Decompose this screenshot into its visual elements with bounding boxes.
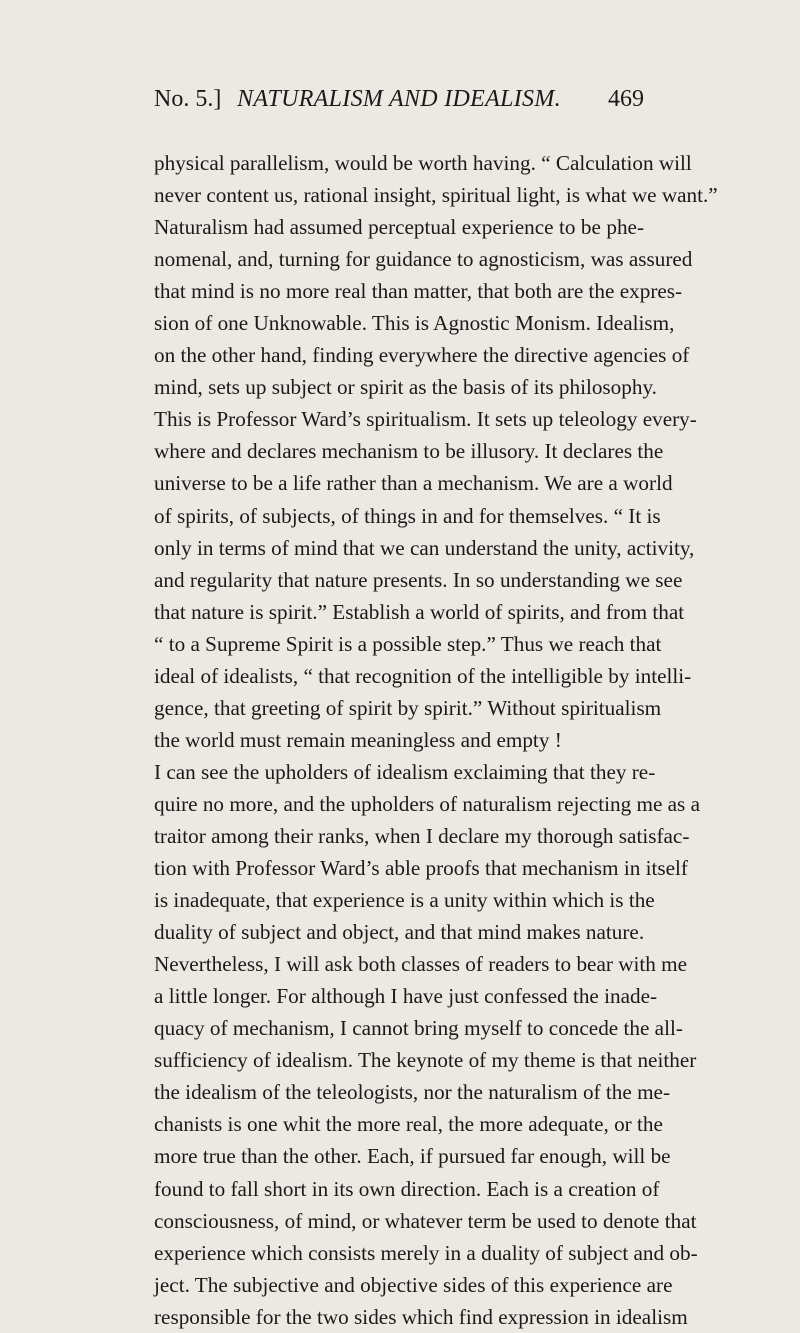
issue-number: No. 5.] bbox=[154, 86, 222, 112]
text-line: on the other hand, finding everywhere the directive agencies of bbox=[154, 343, 690, 368]
body-text bbox=[154, 147, 718, 1333]
text-line: “ to a Supreme Spirit is a possible step.” Thus we reach that bbox=[154, 631, 662, 656]
text-line: where and declares mechanism to be illusory. It declares the bbox=[154, 439, 664, 464]
running-title: NATURALISM AND IDEALISM. bbox=[237, 86, 561, 112]
text-line: of spirits, of subjects, of things in and for themselves. “ It is bbox=[154, 503, 661, 528]
text-line: experience which consists merely in a duality of subject and ob- bbox=[154, 1240, 698, 1265]
text-line: is inadequate, that experience is a unity within which is the bbox=[154, 888, 655, 913]
text-line: universe to be a life rather than a mechanism. We are a world bbox=[154, 471, 673, 496]
text-line: never content us, rational insight, spiritual light, is what we want.” bbox=[154, 183, 718, 208]
text-line: quacy of mechanism, I cannot bring myself to concede the all- bbox=[154, 1016, 683, 1041]
text-line: the idealism of the teleologists, nor the naturalism of the me- bbox=[154, 1080, 671, 1105]
text-line: gence, that greeting of spirit by spirit.” Without spiritualism bbox=[154, 695, 662, 720]
text-line: Nevertheless, I will ask both classes of readers to bear with me bbox=[154, 952, 688, 977]
text-line: traitor among their ranks, when I declare my thorough satisfac- bbox=[154, 823, 690, 848]
text-line: that nature is spirit.” Establish a world of spirits, and from that bbox=[154, 599, 685, 624]
text-line: physical parallelism, would be worth having. “ Calculation will bbox=[154, 151, 692, 175]
text-line: a little longer. For although I have just confessed the inade- bbox=[154, 984, 658, 1009]
text-line: mind, sets up subject or spirit as the basis of its philosophy. bbox=[154, 375, 657, 400]
paragraph-start-line: I can see the upholders of idealism exclaiming that they re- bbox=[154, 759, 656, 784]
text-line: ject. The subjective and objective sides of this experience are bbox=[154, 1272, 673, 1297]
running-head bbox=[154, 81, 644, 117]
text-line: and regularity that nature presents. In so understanding we see bbox=[154, 567, 683, 592]
text-line: sion of one Unknowable. This is Agnostic Monism. Idealism, bbox=[154, 311, 675, 336]
text-line: chanists is one whit the more real, the more adequate, or the bbox=[154, 1112, 663, 1137]
text-line: tion with Professor Ward’s able proofs that mechanism in itself bbox=[154, 856, 688, 881]
text-line: consciousness, of mind, or whatever term be used to denote that bbox=[154, 1208, 697, 1233]
text-line: ideal of idealists, “ that recognition of the intelligible by intelli- bbox=[154, 663, 692, 688]
text-line: responsible for the two sides which find expression in idealism bbox=[154, 1304, 688, 1329]
text-line: nomenal, and, turning for guidance to agnosticism, was assured bbox=[154, 247, 693, 272]
text-line: more true than the other. Each, if pursued far enough, will be bbox=[154, 1144, 671, 1169]
page-number: 469 bbox=[608, 86, 644, 112]
paragraph-end-line: the world must remain meaningless and empty ! bbox=[154, 727, 562, 752]
text-line: that mind is no more real than matter, that both are the expres- bbox=[154, 279, 683, 304]
text-line: Naturalism had assumed perceptual experience to be phe- bbox=[154, 215, 644, 240]
text-line: quire no more, and the upholders of naturalism rejecting me as a bbox=[154, 791, 700, 816]
text-line: found to fall short in its own direction. Each is a creation of bbox=[154, 1176, 660, 1201]
text-line: only in terms of mind that we can understand the unity, activity, bbox=[154, 535, 695, 560]
text-line: sufficiency of idealism. The keynote of my theme is that neither bbox=[154, 1048, 697, 1073]
text-line: This is Professor Ward’s spiritualism. It sets up teleology every- bbox=[154, 407, 697, 432]
text-line: duality of subject and object, and that mind makes nature. bbox=[154, 920, 645, 945]
